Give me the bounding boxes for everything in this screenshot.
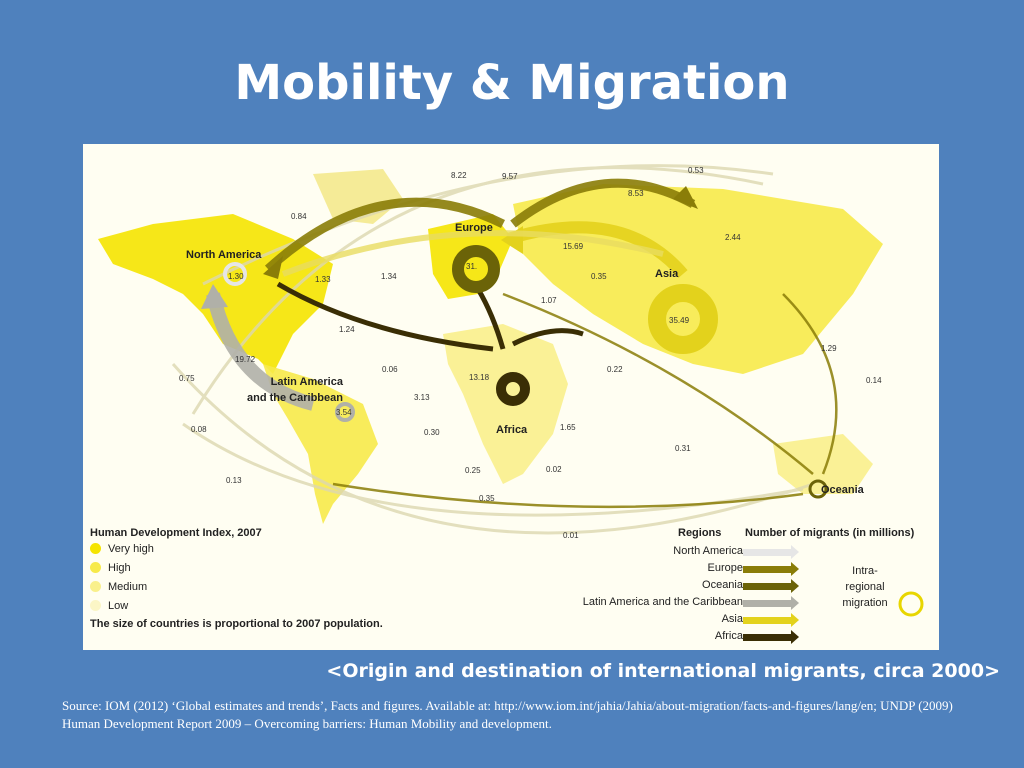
flow-value: 8.53 <box>628 189 644 198</box>
flow-value: 0.75 <box>179 374 195 383</box>
hdi-legend-item <box>90 558 430 577</box>
flow-value: 1.07 <box>541 296 557 305</box>
flow-value: 0.13 <box>226 476 242 485</box>
flow-value: 0.14 <box>866 376 882 385</box>
flow-value: 0.31 <box>675 444 691 453</box>
flow-value: 1.65 <box>560 423 576 432</box>
legend-arrow-oceania <box>743 583 791 590</box>
region-label-asia: Asia <box>655 268 679 280</box>
flow-value: 0.35 <box>479 494 495 503</box>
region-label-latin-america: Latin America and the Caribbean <box>247 376 343 404</box>
region-label-europe: Europe <box>455 222 493 234</box>
hdi-label: Very high <box>108 542 154 555</box>
flow-value: 0.01 <box>563 531 579 540</box>
flow-value: 0.08 <box>191 425 207 434</box>
flow-value: 1.29 <box>821 344 837 353</box>
region-legend-item: Europe <box>707 562 743 574</box>
flow-value: 1.34 <box>381 272 397 281</box>
region-label-north-america: North America <box>186 249 262 261</box>
hdi-legend-item <box>90 596 430 615</box>
region-legend-item: Oceania <box>702 579 743 591</box>
hdi-swatch <box>90 543 101 554</box>
hdi-note: The size of countries is proportional to 2007 population. <box>90 618 383 630</box>
source-citation: Source: IOM (2012) ‘Global estimates and trends’, Facts and figures. Available at: http://www.iom.int/jahia/Jahia/about-migration/facts-and-figures/lang/en; UNDP (2009) Human Development Report 2009 – Overcoming barriers: Human Mobility and development. <box>62 698 953 731</box>
flow-value: 15.69 <box>563 242 584 251</box>
flow-oceania-link <box>333 484 803 507</box>
legend-arrow-north-america <box>743 549 791 556</box>
migration-map-figure <box>83 144 939 650</box>
flow-value: 9.57 <box>502 172 518 181</box>
migrants-legend-title: Number of migrants (in millions) <box>745 527 915 539</box>
flow-value: 0.25 <box>465 466 481 475</box>
flow-value: 0.30 <box>424 428 440 437</box>
hdi-swatch <box>90 600 101 611</box>
hdi-label: Medium <box>108 580 148 593</box>
slide-title: Mobility & Migration <box>234 55 790 111</box>
flow-value: 0.35 <box>591 272 607 281</box>
flow-value: 1.30 <box>228 272 244 281</box>
flow-value: 8.22 <box>451 171 467 180</box>
flow-value: 0.06 <box>382 365 398 374</box>
hdi-legend-title: Human Development Index, 2007 <box>90 527 262 539</box>
regions-legend-title: Regions <box>678 527 722 539</box>
flow-value: 13.18 <box>469 373 490 382</box>
flow-value: 0.22 <box>607 365 623 374</box>
flow-value: 19.72 <box>235 355 256 364</box>
region-label-oceania: Oceania <box>821 484 864 496</box>
figure-caption: <Origin and destination of international migrants, circa 2000> <box>326 660 1000 682</box>
flow-value: 35.49 <box>669 316 690 325</box>
legend-arrow-asia <box>743 617 791 624</box>
flow-value: 0.53 <box>688 166 704 175</box>
hdi-swatch <box>90 581 101 592</box>
flow-value: 3.13 <box>414 393 430 402</box>
hdi-label: Low <box>108 599 129 612</box>
hdi-legend <box>90 527 430 630</box>
flow-value: 3.54 <box>336 408 352 417</box>
flow-value: 0.02 <box>546 465 562 474</box>
region-legend-item: Africa <box>714 630 743 642</box>
flow-value: 0.84 <box>291 212 307 221</box>
hdi-legend-item <box>90 539 430 558</box>
legend-arrow-europe <box>743 566 791 573</box>
legend-arrow-africa <box>743 634 791 641</box>
flow-value: 1.33 <box>315 275 331 284</box>
hdi-swatch <box>90 562 101 573</box>
legend-arrow-latin-america <box>743 600 791 607</box>
region-legend-item: Latin America and the Caribbean <box>582 596 743 608</box>
flow-value: 2.44 <box>725 233 741 242</box>
region-legend-item: Asia <box>721 613 743 625</box>
region-label-africa: Africa <box>496 424 528 436</box>
flow-value: 31. <box>466 262 478 271</box>
intra-regional-label: Intra- regional migration <box>842 565 888 609</box>
hdi-label: High <box>108 561 131 574</box>
hdi-legend-item <box>90 577 430 596</box>
region-legend-item: North America <box>673 545 743 557</box>
flow-value: 1.24 <box>339 325 355 334</box>
